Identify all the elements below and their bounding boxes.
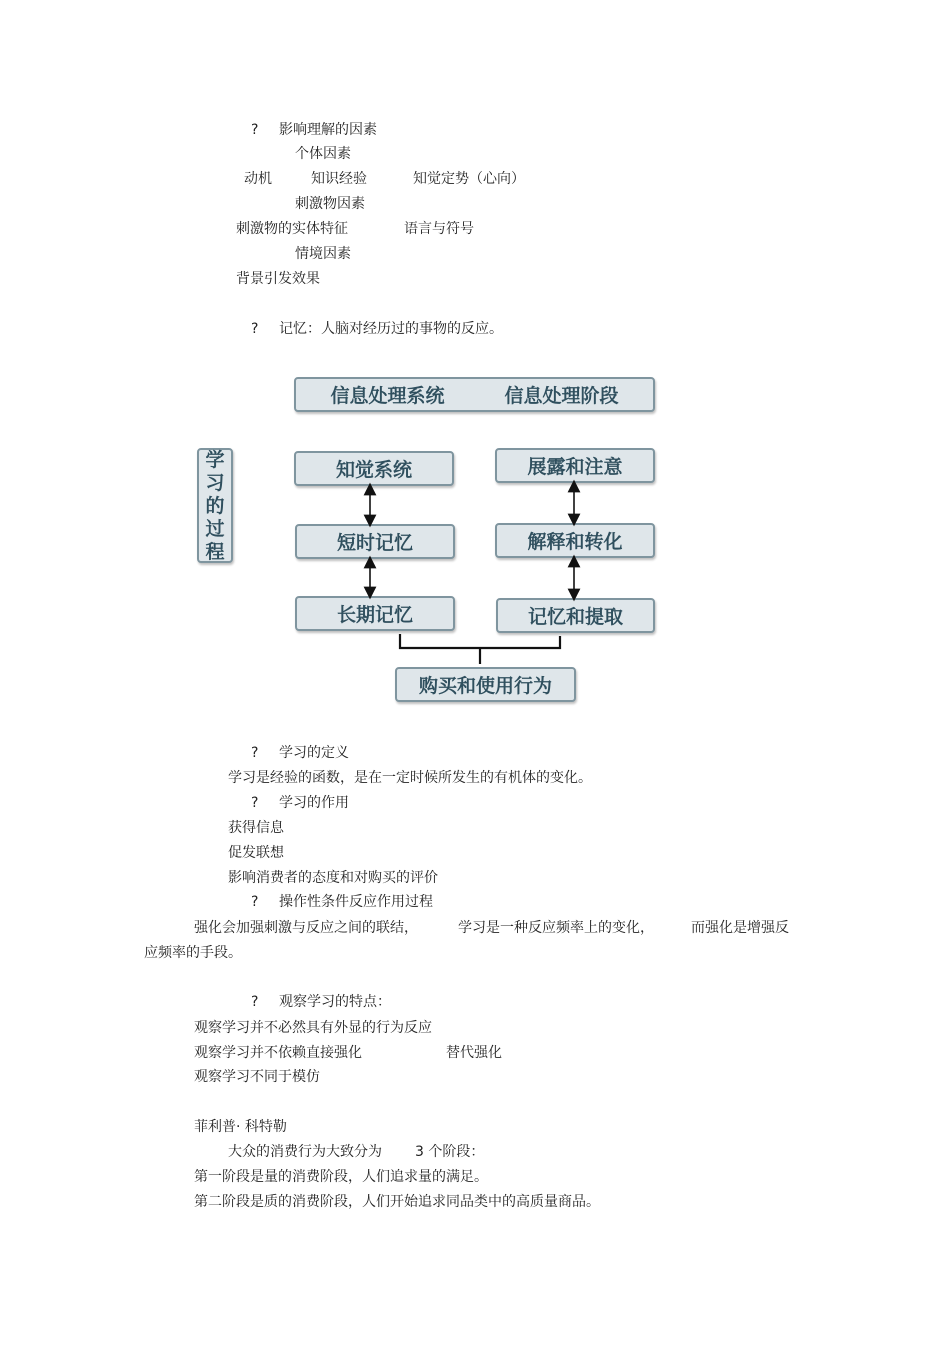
list-item: 获得信息 (228, 820, 284, 836)
section-title-operant: 操作性条件反应作用过程 (279, 894, 433, 910)
bullet: ? (251, 122, 259, 138)
author-name: 菲利普· 科特勒 (194, 1119, 287, 1135)
label-individual-factors: 个体因素 (295, 146, 351, 162)
bullet: ? (251, 894, 259, 910)
operant-text-c: 而强化是增强反 (691, 920, 789, 936)
box-interpretation: 解释和转化 (495, 523, 655, 558)
observe-item-2: 观察学习并不依赖直接强化 (194, 1045, 362, 1061)
operant-text-b: 学习是一种反应频率上的变化， (458, 920, 654, 936)
bullet: ? (251, 795, 259, 811)
section-title-memory: 记忆：人脑对经历过的事物的反应。 (279, 321, 503, 337)
brace-connector (400, 634, 560, 664)
box-memory-retrieval: 记忆和提取 (496, 598, 655, 633)
label-stimulus-factors: 刺激物因素 (295, 196, 365, 212)
observe-item-1: 观察学习并不必然具有外显的行为反应 (194, 1020, 432, 1036)
learning-def-text: 学习是经验的函数，是在一定时候所发生的有机体的变化。 (228, 770, 592, 786)
section-title-understanding: 影响理解的因素 (279, 122, 377, 138)
side-char: 的 (205, 495, 225, 517)
observe-item-3: 观察学习不同于模仿 (194, 1069, 320, 1085)
bullet: ? (251, 321, 259, 337)
bullet: ? (251, 745, 259, 761)
side-char: 程 (205, 541, 225, 563)
kotler-stage-1: 第一阶段是量的消费阶段，人们追求量的满足。 (194, 1169, 488, 1185)
kotler-stage-2: 第二阶段是质的消费阶段，人们开始追求同品类中的高质量商品。 (194, 1194, 600, 1210)
operant-text-a: 强化会加强刺激与反应之间的联结， (194, 920, 418, 936)
list-item: 促发联想 (228, 845, 284, 861)
box-exposure-attention: 展露和注意 (495, 448, 655, 483)
label-stimulus-physical: 刺激物的实体特征 (236, 221, 348, 237)
section-title-observe: 观察学习的特点： (279, 994, 391, 1010)
kotler-intro-b: 3 个阶段： (415, 1144, 485, 1160)
label-language: 语言与符号 (404, 221, 474, 237)
label-background: 背景引发效果 (236, 271, 320, 287)
box-perception-system: 知觉系统 (294, 451, 454, 486)
section-title-learning-role: 学习的作用 (279, 795, 349, 811)
box-short-term-memory: 短时记忆 (295, 524, 455, 559)
header-left: 信息处理系统 (330, 385, 445, 407)
section-title-learning-def: 学习的定义 (279, 745, 349, 761)
box-purchase-behavior: 购买和使用行为 (395, 667, 576, 702)
side-char: 学 (205, 449, 225, 471)
kotler-intro-a: 大众的消费行为大致分为 (228, 1144, 382, 1160)
bullet: ? (251, 994, 259, 1010)
label-knowledge: 知识经验 (311, 171, 367, 187)
list-item: 影响消费者的态度和对购买的评价 (228, 870, 438, 886)
label-perceptual-set: 知觉定势（心向） (413, 171, 525, 187)
side-char: 习 (205, 472, 225, 494)
box-long-term-memory: 长期记忆 (295, 596, 455, 631)
label-motivation: 动机 (244, 171, 272, 187)
label-situation-factors: 情境因素 (295, 246, 351, 262)
operant-text-line2: 应频率的手段。 (144, 945, 242, 961)
side-char: 过 (205, 518, 225, 540)
observe-item-2b: 替代强化 (446, 1045, 502, 1061)
header-right: 信息处理阶段 (504, 385, 619, 407)
